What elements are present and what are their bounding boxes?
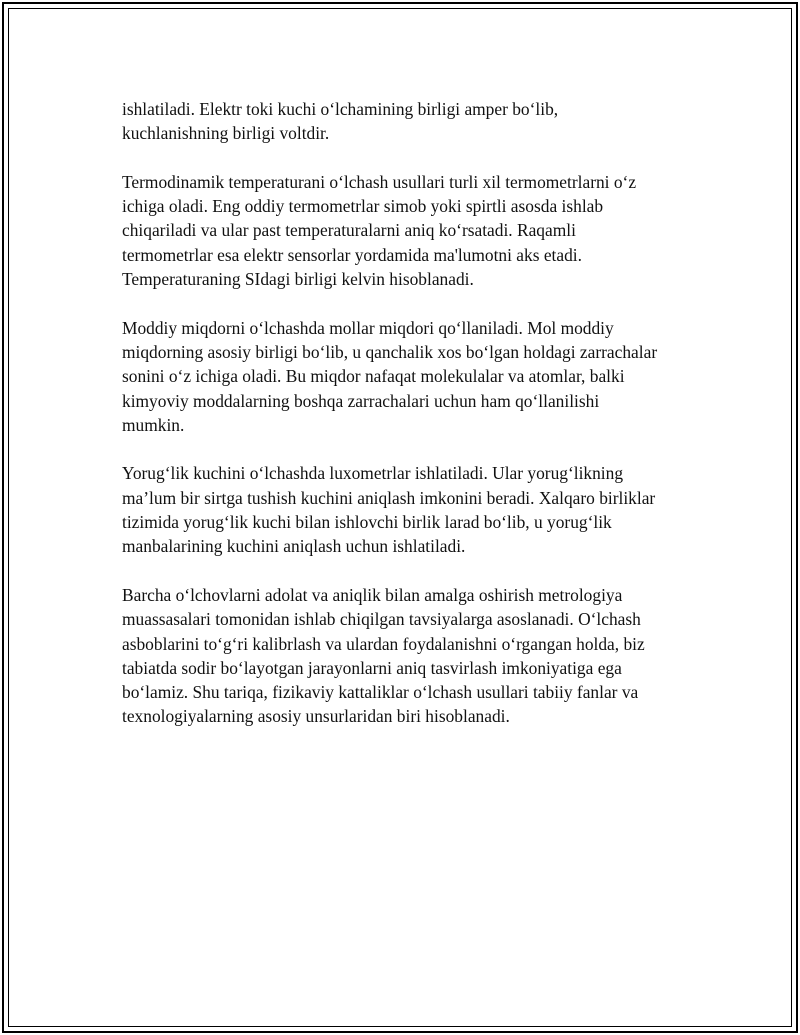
text-line: asboblarini to‘g‘ri kalibrlash va ulardan foydalanishni o‘rgangan holda, biz: [122, 633, 645, 654]
paragraph-amount-of-substance: [122, 316, 712, 437]
text-line: bo‘lamiz. Shu tariqa, fizikaviy kattaliklar o‘lchash usullari tabiiy fanlar va: [122, 682, 639, 703]
text-line: kuchlanishning birligi voltdir.: [122, 123, 330, 144]
text-line: Temperaturaning SIdagi birligi kelvin hisoblanadi.: [122, 269, 474, 290]
text-line: ma’lum bir sirtga tushish kuchini aniqlash imkonini beradi. Xalqaro birliklar: [122, 487, 656, 508]
text-line: Moddiy miqdorni o‘lchashda mollar miqdori qo‘llaniladi. Mol moddiy: [122, 317, 614, 338]
paragraph-electric-units: [122, 97, 712, 146]
text-line: chiqariladi va ular past temperaturalarni aniq ko‘rsatadi. Raqamli: [122, 220, 576, 241]
text-line: mumkin.: [122, 414, 185, 435]
text-line: miqdorning asosiy birligi bo‘lib, u qanchalik xos bo‘lgan holdagi zarrachalar: [122, 341, 658, 362]
text-line: Barcha o‘lchovlarni adolat va aniqlik bilan amalga oshirish metrologiya: [122, 584, 623, 605]
text-line: tabiatda sodir bo‘layotgan jarayonlarni aniq tasvirlash imkoniyatiga ega: [122, 657, 622, 678]
paragraph-temperature: [122, 170, 712, 291]
text-line: ichiga oladi. Eng oddiy termometrlar simob yoki spirtli asosda ishlab: [122, 196, 604, 217]
text-line: ishlatiladi. Elektr toki kuchi o‘lchamining birligi amper bo‘lib,: [122, 99, 559, 119]
text-line: muassasalari tomonidan ishlab chiqilgan tavsiyalarga asoslanadi. O‘lchash: [122, 609, 641, 630]
text-line: termometrlar esa elektr sensorlar yordamida ma'lumotni aks etadi.: [122, 244, 582, 265]
paragraph-metrology-conclusion: [122, 583, 712, 729]
text-line: manbalarining kuchini aniqlash uchun ishlatiladi.: [122, 536, 466, 557]
paragraph-luminous-intensity: [122, 461, 712, 558]
text-line: kimyoviy moddalarning boshqa zarrachalari uchun ham qo‘llanilishi: [122, 390, 600, 411]
text-line: sonini o‘z ichiga oladi. Bu miqdor nafaqat molekulalar va atomlar, balki: [122, 366, 625, 387]
text-line: tizimida yorug‘lik kuchi bilan ishlovchi birlik larad bo‘lib, u yorug‘lik: [122, 512, 612, 533]
document-body: [122, 97, 712, 753]
text-line: texnologiyalarning asosiy unsurlaridan biri hisoblanadi.: [122, 706, 510, 727]
text-line: Termodinamik temperaturani o‘lchash usullari turli xil termometrlarni o‘z: [122, 171, 637, 192]
page-frame: [2, 2, 798, 1033]
text-line: Yorug‘lik kuchini o‘lchashda luxometrlar ishlatiladi. Ular yorug‘likning: [122, 463, 624, 484]
